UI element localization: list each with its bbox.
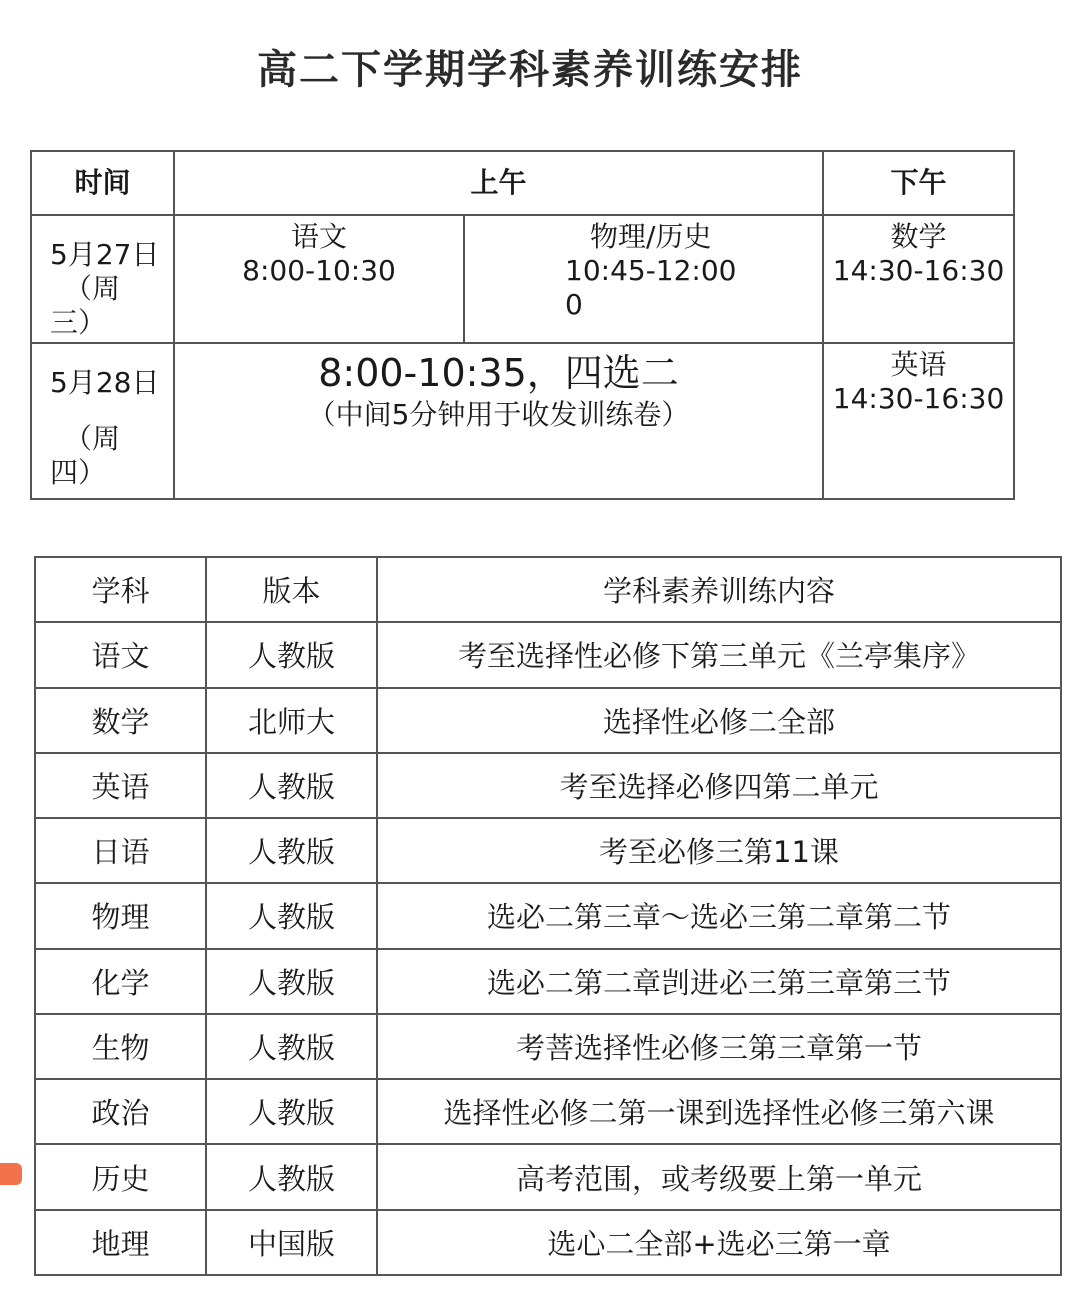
side-marker [0,1163,22,1185]
row-edition: 中国版 [206,1210,377,1275]
page-title: 高二下学期学科素养训练安排 [257,47,803,93]
day1-pm-time: 14:30-16:30 [832,254,1005,287]
day1-pm [823,215,1014,343]
subject-table-header [35,557,1061,622]
col-header-subject: 学科 [35,557,206,622]
row-edition: 人教版 [206,1144,377,1209]
row-subject: 地理 [35,1210,206,1275]
day2-pm-subject: 英语 [890,348,947,381]
subject-table [34,556,1062,1276]
row-content: 考菩选择性必修三第三章第一节 [377,1014,1061,1079]
row-content: 选择性必修二全部 [377,688,1061,753]
header-time: 时间 [31,151,174,215]
col-header-edition: 版本 [206,557,377,622]
row-content: 考至选择必修四第二单元 [377,753,1061,818]
day2-am-note: （中间5分钟用于收发训练卷） [307,398,690,431]
row-subject: 物理 [35,883,206,948]
table-row [35,1144,1061,1209]
day2-am-main: 8:00-10:35，四选二 [318,351,679,395]
day2-am [174,343,823,499]
header-am: 上午 [174,151,823,215]
row-content: 考至必修三第11课 [377,818,1061,883]
table-row [35,1014,1061,1079]
row-edition: 人教版 [206,818,377,883]
day1-am1 [174,215,464,343]
day1-am2-time-extra: 0 [565,288,583,321]
row-content: 选必二第二章剀进必三第三章第三节 [377,949,1061,1014]
row-subject: 英语 [35,753,206,818]
row-edition: 人教版 [206,949,377,1014]
row-subject: 日语 [35,818,206,883]
row-subject: 数学 [35,688,206,753]
day1-am2 [464,215,823,343]
day1-am1-subject: 语文 [290,220,347,253]
row-edition: 人教版 [206,753,377,818]
schedule-table [30,150,1015,500]
row-edition: 北师大 [206,688,377,753]
row-edition: 人教版 [206,1014,377,1079]
header-pm: 下午 [823,151,1014,215]
row-subject: 历史 [35,1144,206,1209]
row-content: 高考范围，或考级要上第一单元 [377,1144,1061,1209]
day2-date: 5月28日 （周 四） [31,343,174,499]
day1-pm-subject: 数学 [890,220,947,253]
day1-am2-time: 10:45-12:00 [565,254,737,287]
table-row [35,622,1061,687]
table-row [35,883,1061,948]
row-edition: 人教版 [206,883,377,948]
table-row [35,949,1061,1014]
row-content: 选心二全部+选必三第一章 [377,1210,1061,1275]
row-content: 考至选择性必修下第三单元《兰亭集序》 [377,622,1061,687]
day1-am2-subject: 物理/历史 [590,220,712,253]
day1-date: 5月27日 （周 三） [31,215,174,343]
row-subject: 语文 [35,622,206,687]
row-edition: 人教版 [206,1079,377,1144]
day1-am1-time: 8:00-10:30 [242,254,396,287]
row-subject: 生物 [35,1014,206,1079]
row-edition: 人教版 [206,622,377,687]
col-header-content: 学科素养训练内容 [377,557,1061,622]
table-row [35,818,1061,883]
table-row [35,1210,1061,1275]
row-subject: 化学 [35,949,206,1014]
row-subject: 政治 [35,1079,206,1144]
row-content: 选必二第三章～选必三第二章第二节 [377,883,1061,948]
day2-pm-time: 14:30-16:30 [832,382,1005,415]
table-row [35,753,1061,818]
table-row [35,1079,1061,1144]
row-content: 选择性必修二第一课到选择性必修三第六课 [377,1079,1061,1144]
day2-pm [823,343,1014,499]
table-row [35,688,1061,753]
